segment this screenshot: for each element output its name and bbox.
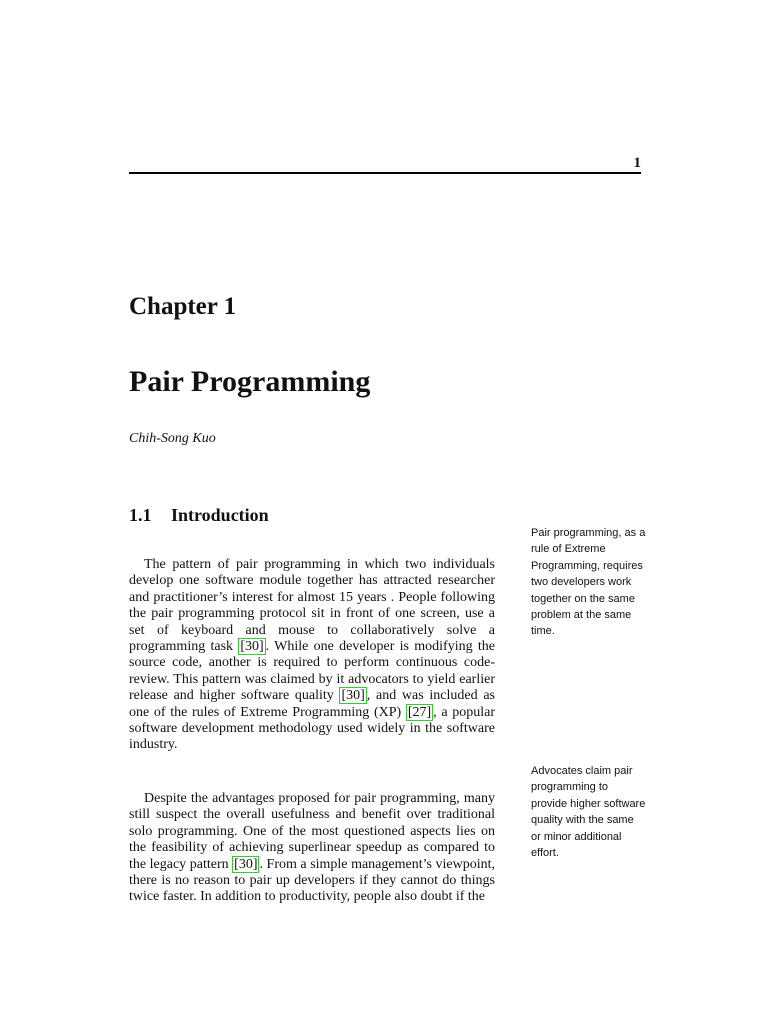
paragraph-text: . While one developer is modifying the source code, another is required to perform continuous code-review. This pattern was claimed by it advocators to yield earlier release and higher software quality: [129, 639, 495, 704]
paragraph-text: Despite the advantages proposed for pair programming, many still suspect the overall usefulness and benefit over traditional solo programming. One of the most questioned aspects lies on the feasibility of achieving superlinear speedup as compared to the legacy pattern: [129, 791, 495, 872]
body-paragraph-2: [129, 791, 495, 906]
page-number: 1: [633, 155, 641, 171]
citation-link[interactable]: [30]: [234, 856, 258, 872]
section-heading: [129, 505, 269, 526]
citation-link[interactable]: [30]: [240, 639, 264, 655]
margin-note: Pair programming, as a rule of Extreme Programming, requires two developers work together on the same problem at the same time.: [531, 527, 646, 638]
margin-note: Advocates claim pair programming to provide higher software quality with the same or minor additional effort.: [531, 765, 646, 860]
citation-link[interactable]: [30]: [341, 688, 365, 704]
body-paragraph-1: [129, 557, 495, 754]
chapter-label: Chapter 1: [129, 293, 237, 320]
section-number: 1.1: [129, 505, 152, 525]
header-rule: [129, 172, 641, 174]
author-name: Chih-Song Kuo: [129, 431, 216, 446]
paragraph-text: , and was included as one of the rules of Extreme Programming (XP): [129, 688, 495, 720]
paragraph-text: , a popular software development methodology used widely in the software industry.: [129, 704, 495, 753]
chapter-title: Pair Programming: [129, 365, 371, 398]
paragraph-text: The pattern of pair programming in which two individuals develop one software module together has attracted researcher and practitioner’s interest for almost 15 years . People following the pair programming protocol sit in front of one screen, use a set of keyboard and mouse to collaboratively solve a programming task: [129, 557, 495, 655]
paragraph-text: . From a simple management’s viewpoint, there is no reason to pair up developers if they cannot do things twice faster. In addition to productivity, people also doubt if the: [129, 856, 495, 905]
citation-link[interactable]: [27]: [407, 704, 432, 720]
section-title: Introduction: [171, 505, 269, 525]
